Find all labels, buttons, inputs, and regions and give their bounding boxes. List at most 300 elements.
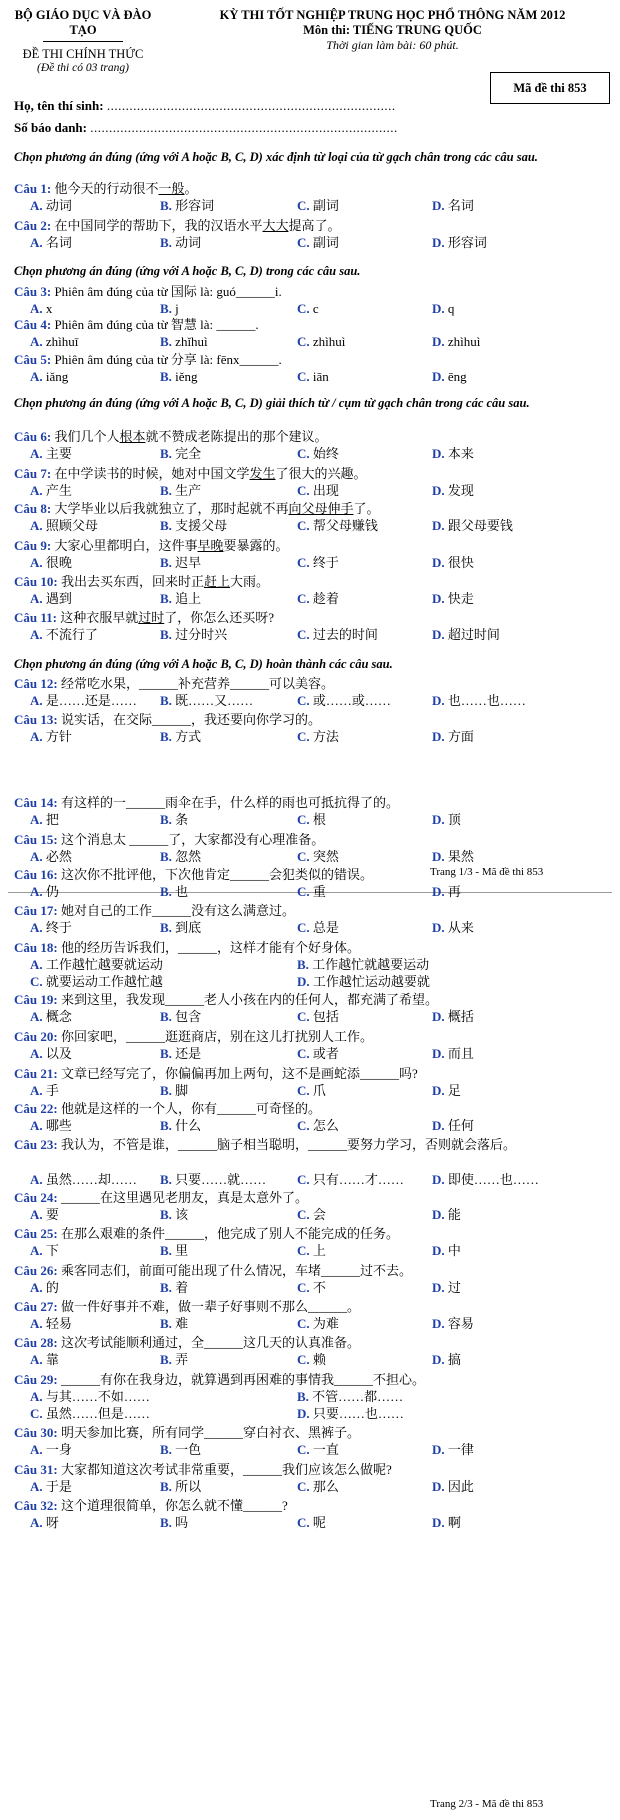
option-text: 生产 bbox=[171, 483, 202, 498]
option-text: 概括 bbox=[444, 1009, 474, 1024]
section-instruction: Chọn phương án đúng (ứng với A hoặc B, C, D) xác định từ loại của từ gạch chân trong các câu sau. bbox=[14, 150, 538, 164]
answer-option-a bbox=[30, 956, 163, 974]
question-text: Phiên âm đúng của từ 国际 là: guó______i. bbox=[51, 284, 282, 299]
answer-option-b bbox=[160, 197, 214, 215]
question-number: Câu 25: bbox=[14, 1226, 58, 1241]
question-text-end: 了，你怎么还买呀? bbox=[164, 610, 275, 625]
option-text: 什么 bbox=[171, 1118, 202, 1133]
answer-option-c bbox=[297, 919, 339, 937]
option-letter: A. bbox=[30, 555, 43, 570]
answer-option-c bbox=[297, 1315, 339, 1333]
question-stem bbox=[14, 351, 604, 369]
question-number: Câu 17: bbox=[14, 903, 58, 918]
answer-option-c bbox=[297, 848, 339, 866]
option-text: 从来 bbox=[444, 920, 474, 935]
question-number: Câu 14: bbox=[14, 795, 58, 810]
question-text: 这个道理很简单，你怎么就不懂______? bbox=[57, 1498, 288, 1513]
option-text: 方法 bbox=[309, 729, 339, 744]
answer-option-b bbox=[160, 1351, 188, 1369]
question-text: 乘客同志们，前面可能出现了什么情况，车堵______过不去。 bbox=[57, 1263, 412, 1278]
answer-option-d bbox=[432, 1441, 474, 1459]
option-text: 过分时兴 bbox=[171, 627, 228, 642]
answer-option-a bbox=[30, 1279, 59, 1297]
option-letter: C. bbox=[297, 1479, 310, 1494]
question-stem bbox=[14, 1189, 604, 1207]
answer-option-d bbox=[432, 590, 474, 608]
answer-option-c bbox=[297, 1279, 326, 1297]
options-row bbox=[14, 482, 604, 500]
option-letter: D. bbox=[432, 1442, 445, 1457]
answer-option-c bbox=[297, 517, 378, 535]
option-letter: C. bbox=[297, 555, 310, 570]
option-text: 主要 bbox=[42, 446, 72, 461]
option-letter: A. bbox=[30, 1515, 43, 1530]
answer-option-d bbox=[432, 368, 467, 386]
answer-option-d bbox=[432, 919, 474, 937]
question-text: 大家都知道这次考试非常重要，______我们应该怎么做呢? bbox=[57, 1462, 392, 1477]
answer-option-b bbox=[160, 1045, 201, 1063]
option-text: 副词 bbox=[309, 235, 339, 250]
question-text: 在中国同学的帮助下，我的汉语水平 bbox=[51, 218, 263, 233]
option-letter: D. bbox=[432, 235, 445, 250]
option-text: 产生 bbox=[42, 483, 72, 498]
option-letter: B. bbox=[160, 849, 172, 864]
question-number: Câu 23: bbox=[14, 1137, 58, 1152]
option-letter: B. bbox=[160, 729, 172, 744]
answer-option-b bbox=[160, 1082, 188, 1100]
option-text: 弄 bbox=[171, 1352, 189, 1367]
option-letter: A. bbox=[30, 957, 43, 972]
answer-option-c bbox=[297, 1441, 339, 1459]
option-letter: A. bbox=[30, 334, 43, 349]
option-text: 上 bbox=[309, 1243, 326, 1258]
question-text: 在那么艰难的条件______，他完成了别人不能完成的任务。 bbox=[57, 1226, 399, 1241]
option-text: 呀 bbox=[42, 1515, 59, 1530]
option-text: 突然 bbox=[309, 849, 339, 864]
option-letter: D. bbox=[432, 1172, 445, 1187]
option-text: 过 bbox=[444, 1280, 461, 1295]
candidate-name-dots: ............................................................................. bbox=[106, 98, 396, 113]
answer-option-d bbox=[432, 1117, 474, 1135]
options-row bbox=[14, 1514, 604, 1532]
option-text: 也 bbox=[171, 884, 189, 899]
answer-option-d bbox=[432, 554, 474, 572]
option-text: 啊 bbox=[444, 1515, 461, 1530]
answer-option-a bbox=[30, 626, 98, 644]
option-text: 于是 bbox=[42, 1479, 72, 1494]
option-text: 终于 bbox=[309, 555, 339, 570]
option-letter: A. bbox=[30, 446, 43, 461]
option-text: 所以 bbox=[171, 1479, 202, 1494]
options-row bbox=[14, 1351, 604, 1369]
question-number: Câu 15: bbox=[14, 832, 58, 847]
option-letter: B. bbox=[160, 1009, 172, 1024]
option-letter: B. bbox=[160, 1118, 172, 1133]
question-number: Câu 24: bbox=[14, 1190, 58, 1205]
option-letter: B. bbox=[297, 1389, 309, 1404]
question-stem bbox=[14, 1225, 604, 1243]
question-text: 做一件好事并不难，做一辈子好事则不那么______。 bbox=[57, 1299, 360, 1314]
answer-option-d bbox=[432, 445, 474, 463]
question-number: Câu 10: bbox=[14, 574, 58, 589]
option-letter: B. bbox=[160, 884, 172, 899]
question-number: Câu 20: bbox=[14, 1029, 58, 1044]
answer-option-b bbox=[160, 1171, 266, 1189]
option-text: 也……也…… bbox=[444, 693, 526, 708]
option-text: 手 bbox=[42, 1083, 59, 1098]
option-letter: B. bbox=[160, 1172, 172, 1187]
question-text-end: 。 bbox=[184, 181, 198, 196]
option-text: 会 bbox=[309, 1207, 326, 1222]
question-number: Câu 26: bbox=[14, 1263, 58, 1278]
answer-option-c bbox=[297, 1171, 404, 1189]
answer-option-a bbox=[30, 1388, 150, 1406]
section-instruction: Chọn phương án đúng (ứng với A hoặc B, C, D) hoàn thành các câu sau. bbox=[14, 657, 393, 671]
question-text-end: 就不赞成老陈提出的那个建议。 bbox=[145, 429, 328, 444]
option-text: ēng bbox=[444, 369, 467, 384]
option-text: 即使……也…… bbox=[444, 1172, 539, 1187]
option-text: 概念 bbox=[42, 1009, 72, 1024]
option-letter: C. bbox=[297, 1207, 310, 1222]
answer-option-c bbox=[297, 1008, 339, 1026]
option-letter: A. bbox=[30, 1316, 43, 1331]
options-row bbox=[14, 1008, 604, 1026]
question-number: Câu 7: bbox=[14, 466, 52, 481]
option-letter: C. bbox=[297, 1316, 310, 1331]
answer-option-d bbox=[432, 1082, 461, 1100]
answer-option-a bbox=[30, 1117, 72, 1135]
option-letter: C. bbox=[297, 1172, 310, 1187]
ministry-header bbox=[8, 8, 158, 74]
option-text: 包含 bbox=[171, 1009, 202, 1024]
option-text: 遇到 bbox=[42, 591, 72, 606]
answer-option-d bbox=[297, 973, 430, 991]
question-text: 这次你不批评他，下次他肯定______会犯类似的错误。 bbox=[57, 867, 373, 882]
option-letter: B. bbox=[160, 1316, 172, 1331]
answer-option-d bbox=[432, 692, 526, 710]
official-label: ĐỀ THI CHÍNH THỨC bbox=[22, 47, 144, 61]
option-letter: D. bbox=[432, 1046, 445, 1061]
option-letter: C. bbox=[297, 920, 310, 935]
option-letter: D. bbox=[432, 1352, 445, 1367]
answer-option-a bbox=[30, 234, 72, 252]
question-text: 说实话，在交际______，我还要向你学习的。 bbox=[57, 712, 321, 727]
option-text: 把 bbox=[42, 812, 59, 827]
option-letter: A. bbox=[30, 369, 43, 384]
option-text: 形容词 bbox=[171, 198, 215, 213]
answer-option-a bbox=[30, 445, 72, 463]
option-text: 跟父母要钱 bbox=[444, 518, 513, 533]
option-text: 再 bbox=[444, 884, 461, 899]
answer-option-a bbox=[30, 1441, 72, 1459]
question-text: 他今天的行动很不 bbox=[51, 181, 159, 196]
option-letter: A. bbox=[30, 1172, 43, 1187]
option-text: 虽然……却…… bbox=[42, 1172, 137, 1187]
underlined-term: 根本 bbox=[119, 429, 146, 444]
question-text: 大家心里都明白，这件事 bbox=[51, 538, 198, 553]
answer-option-c bbox=[297, 1514, 326, 1532]
option-letter: D. bbox=[432, 301, 445, 316]
answer-option-d bbox=[432, 482, 474, 500]
option-text: 既……又…… bbox=[171, 693, 254, 708]
answer-option-c bbox=[297, 1351, 326, 1369]
exam-subject: Môn thi: TIẾNG TRUNG QUỐC bbox=[303, 23, 482, 37]
question-number: Câu 6: bbox=[14, 429, 52, 444]
option-letter: C. bbox=[297, 1083, 310, 1098]
option-text: 任何 bbox=[444, 1118, 474, 1133]
option-text: 方式 bbox=[171, 729, 202, 744]
option-text: 发现 bbox=[444, 483, 474, 498]
answer-option-a bbox=[30, 1351, 59, 1369]
option-letter: D. bbox=[297, 1406, 310, 1421]
answer-option-c bbox=[297, 197, 339, 215]
option-text: j bbox=[171, 301, 179, 316]
option-text: 只要……也…… bbox=[309, 1406, 404, 1421]
option-letter: D. bbox=[432, 1479, 445, 1494]
option-letter: D. bbox=[432, 1118, 445, 1133]
answer-option-d bbox=[432, 728, 474, 746]
option-letter: C. bbox=[30, 1406, 43, 1421]
question-number: Câu 5: bbox=[14, 352, 52, 367]
question-text: 这个消息太 ______了，大家都没有心理准备。 bbox=[57, 832, 325, 847]
question-stem bbox=[14, 1136, 604, 1154]
answer-option-b bbox=[160, 517, 227, 535]
option-text: 着 bbox=[171, 1280, 189, 1295]
question-number: Câu 8: bbox=[14, 501, 52, 516]
options-row bbox=[14, 728, 604, 746]
option-letter: C. bbox=[297, 1515, 310, 1530]
option-letter: C. bbox=[297, 334, 310, 349]
option-text: 追上 bbox=[171, 591, 202, 606]
option-text: 里 bbox=[171, 1243, 189, 1258]
answer-option-b bbox=[297, 956, 429, 974]
underlined-term: 一般 bbox=[158, 181, 185, 196]
answer-option-a bbox=[30, 1315, 72, 1333]
options-row bbox=[14, 1388, 604, 1406]
page-footer-2: Trang 2/3 - Mã đề thi 853 bbox=[430, 1798, 544, 1810]
option-letter: B. bbox=[160, 693, 172, 708]
option-text: q bbox=[444, 301, 455, 316]
answer-option-d bbox=[432, 1008, 474, 1026]
option-letter: C. bbox=[297, 369, 310, 384]
option-text: 包括 bbox=[309, 1009, 339, 1024]
section-instruction: Chọn phương án đúng (ứng với A hoặc B, C, D) trong các câu sau. bbox=[14, 264, 361, 278]
question-text-end: 了很大的兴趣。 bbox=[275, 466, 367, 481]
option-text: 必然 bbox=[42, 849, 72, 864]
option-letter: D. bbox=[432, 555, 445, 570]
option-letter: D. bbox=[432, 693, 445, 708]
question-text: 文章已经写完了，你偏偏再加上两句，这不是画蛇添______吗? bbox=[57, 1066, 418, 1081]
options-row bbox=[14, 1441, 604, 1459]
option-text: 出现 bbox=[309, 483, 339, 498]
option-letter: B. bbox=[160, 1515, 172, 1530]
option-letter: A. bbox=[30, 1442, 43, 1457]
answer-option-b bbox=[160, 482, 201, 500]
answer-option-b bbox=[160, 848, 201, 866]
underlined-term: 早晚 bbox=[197, 538, 224, 553]
option-text: c bbox=[309, 301, 319, 316]
option-letter: A. bbox=[30, 1352, 43, 1367]
option-letter: A. bbox=[30, 235, 43, 250]
answer-option-c bbox=[297, 1082, 326, 1100]
option-text: 顶 bbox=[444, 812, 461, 827]
option-letter: C. bbox=[297, 627, 310, 642]
exam-title: KỲ THI TỐT NGHIỆP TRUNG HỌC PHỔ THÔNG NĂM 2012 bbox=[219, 8, 566, 22]
answer-option-b bbox=[160, 811, 188, 829]
option-letter: C. bbox=[297, 1046, 310, 1061]
options-row bbox=[14, 517, 604, 535]
option-letter: B. bbox=[160, 446, 172, 461]
option-letter: B. bbox=[160, 1280, 172, 1295]
question-stem bbox=[14, 1100, 604, 1118]
question-number: Câu 29: bbox=[14, 1372, 58, 1387]
answer-option-c bbox=[297, 626, 378, 644]
question-stem bbox=[14, 1424, 604, 1442]
option-letter: C. bbox=[297, 198, 310, 213]
options-row bbox=[14, 1242, 604, 1260]
option-letter: D. bbox=[432, 1280, 445, 1295]
answer-option-d bbox=[432, 1478, 474, 1496]
question-number: Câu 27: bbox=[14, 1299, 58, 1314]
question-text: 明天参加比赛，所有同学______穿白衬衣、黑裤子。 bbox=[57, 1425, 360, 1440]
question-number: Câu 1: bbox=[14, 181, 52, 196]
option-text: 形容词 bbox=[444, 235, 487, 250]
option-text: 方针 bbox=[42, 729, 72, 744]
header-rule bbox=[43, 41, 123, 42]
option-text: x bbox=[42, 301, 53, 316]
option-text: 不 bbox=[309, 1280, 326, 1295]
question-number: Câu 18: bbox=[14, 940, 58, 955]
option-letter: B. bbox=[160, 627, 172, 642]
answer-option-b bbox=[160, 1279, 188, 1297]
question-text: 我们几个人 bbox=[51, 429, 120, 444]
options-row bbox=[14, 811, 604, 829]
option-letter: D. bbox=[432, 1515, 445, 1530]
answer-option-a bbox=[30, 811, 59, 829]
option-letter: B. bbox=[160, 483, 172, 498]
answer-option-a bbox=[30, 590, 72, 608]
options-row bbox=[14, 333, 604, 351]
answer-option-b bbox=[160, 445, 201, 463]
option-letter: A. bbox=[30, 920, 43, 935]
option-letter: A. bbox=[30, 1389, 43, 1404]
question-number: Câu 4: bbox=[14, 317, 52, 332]
option-text: 或者 bbox=[309, 1046, 339, 1061]
answer-option-d bbox=[432, 1206, 461, 1224]
answer-option-b bbox=[160, 883, 188, 901]
option-letter: C. bbox=[297, 693, 310, 708]
option-letter: D. bbox=[432, 1207, 445, 1222]
option-letter: B. bbox=[160, 812, 172, 827]
answer-option-c bbox=[297, 692, 391, 710]
question-text: 他就是这样的一个人，你有______可奇怪的。 bbox=[57, 1101, 321, 1116]
option-letter: A. bbox=[30, 884, 43, 899]
answer-option-b bbox=[160, 1315, 188, 1333]
options-row bbox=[14, 626, 604, 644]
page-footer-1: Trang 1/3 - Mã đề thi 853 bbox=[430, 866, 544, 878]
option-text: 不流行了 bbox=[42, 627, 98, 642]
answer-option-a bbox=[30, 1514, 59, 1532]
option-text: 的 bbox=[42, 1280, 59, 1295]
answer-option-d bbox=[432, 883, 461, 901]
option-text: 吗 bbox=[171, 1515, 189, 1530]
answer-option-c bbox=[297, 811, 326, 829]
question-stem bbox=[14, 991, 604, 1009]
options-row bbox=[14, 368, 604, 386]
option-letter: C. bbox=[297, 235, 310, 250]
question-stem bbox=[14, 794, 604, 812]
answer-option-b bbox=[160, 1008, 201, 1026]
option-letter: D. bbox=[432, 198, 445, 213]
option-text: 帮父母赚钱 bbox=[309, 518, 378, 533]
answer-option-d bbox=[432, 1171, 539, 1189]
option-letter: A. bbox=[30, 483, 43, 498]
option-text: 只有……才…… bbox=[309, 1172, 404, 1187]
answer-option-d bbox=[432, 517, 513, 535]
option-text: zhìhuì bbox=[309, 334, 346, 349]
question-number: Câu 32: bbox=[14, 1498, 58, 1513]
option-text: zhìhuì bbox=[444, 334, 481, 349]
question-stem bbox=[14, 1262, 604, 1280]
option-letter: C. bbox=[297, 1009, 310, 1024]
question-stem bbox=[14, 465, 604, 483]
question-number: Câu 12: bbox=[14, 676, 58, 691]
options-row bbox=[14, 1279, 604, 1297]
answer-option-d bbox=[432, 333, 480, 351]
options-row bbox=[14, 1405, 604, 1423]
option-letter: B. bbox=[160, 518, 172, 533]
options-row bbox=[14, 1117, 604, 1135]
option-text: 根 bbox=[309, 812, 326, 827]
option-text: 靠 bbox=[42, 1352, 59, 1367]
answer-option-a bbox=[30, 883, 59, 901]
answer-option-d bbox=[432, 234, 487, 252]
option-letter: A. bbox=[30, 518, 43, 533]
option-text: 搞 bbox=[444, 1352, 461, 1367]
answer-option-c bbox=[297, 1206, 326, 1224]
options-row bbox=[14, 848, 604, 866]
question-text: 她对自己的工作______没有这么满意过。 bbox=[57, 903, 295, 918]
answer-option-a bbox=[30, 692, 137, 710]
option-text: 该 bbox=[171, 1207, 189, 1222]
question-number: Câu 2: bbox=[14, 218, 52, 233]
question-text: 你回家吧，______逛逛商店，别在这儿打扰别人工作。 bbox=[57, 1029, 373, 1044]
options-row bbox=[14, 1478, 604, 1496]
option-letter: A. bbox=[30, 1083, 43, 1098]
answer-option-d bbox=[432, 1514, 461, 1532]
option-letter: D. bbox=[432, 729, 445, 744]
underlined-term: 大大 bbox=[262, 218, 289, 233]
underlined-term: 发生 bbox=[249, 466, 276, 481]
question-text: 在中学读书的时候，她对中国文学 bbox=[51, 466, 250, 481]
section-instruction: Chọn phương án đúng (ứng với A hoặc B, C, D) giải thích từ / cụm từ gạch chân trong các câu sau. bbox=[14, 396, 530, 410]
question-number: Câu 21: bbox=[14, 1066, 58, 1081]
option-letter: B. bbox=[160, 1442, 172, 1457]
question-text: ______在这里遇见老朋友，真是太意外了。 bbox=[57, 1190, 308, 1205]
question-text: Phiên âm đúng của từ 智慧 là: ______. bbox=[51, 317, 259, 332]
option-text: 哪些 bbox=[42, 1118, 72, 1133]
options-row bbox=[14, 1315, 604, 1333]
option-letter: A. bbox=[30, 1046, 43, 1061]
option-text: 始终 bbox=[309, 446, 339, 461]
question-text: 大学毕业以后我就独立了，那时起就不再 bbox=[51, 501, 289, 516]
option-letter: A. bbox=[30, 1009, 43, 1024]
option-text: 呢 bbox=[309, 1515, 326, 1530]
option-text: zhǐhuì bbox=[171, 334, 208, 349]
question-number: Câu 13: bbox=[14, 712, 58, 727]
option-letter: B. bbox=[160, 235, 172, 250]
question-number: Câu 11: bbox=[14, 610, 57, 625]
